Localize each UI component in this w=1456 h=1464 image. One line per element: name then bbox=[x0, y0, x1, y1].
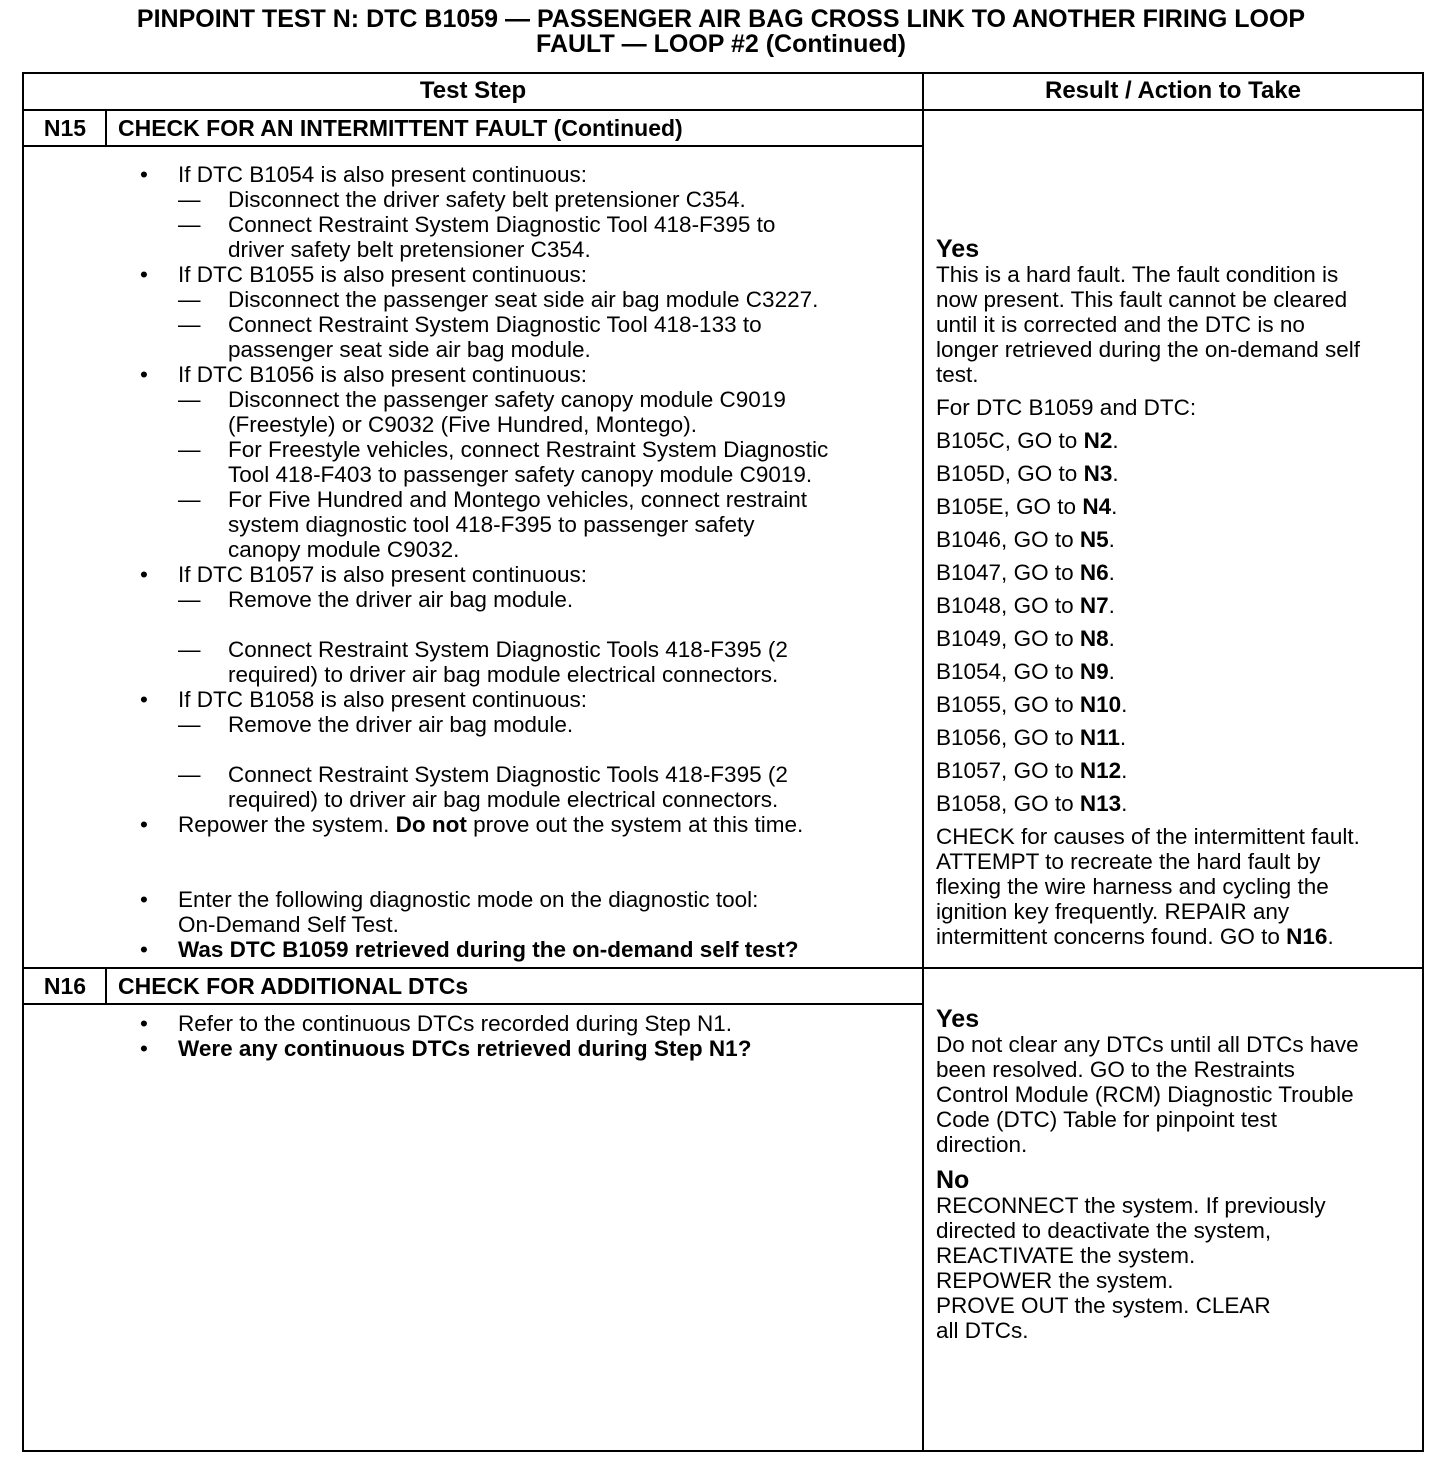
n15-result bbox=[936, 236, 1422, 949]
n16-title-underline bbox=[24, 1003, 922, 1005]
text-run: Connect Restraint System Diagnostic Tools 418-F395 (2 bbox=[228, 762, 788, 787]
dash-marker: — bbox=[178, 587, 201, 612]
goto-step: N2 bbox=[1083, 428, 1113, 453]
goto-period: . bbox=[1111, 494, 1118, 519]
instruction-text bbox=[178, 1036, 751, 1061]
goto-dtc: B1049, GO to bbox=[936, 626, 1080, 651]
result-line: Do not clear any DTCs until all DTCs have bbox=[936, 1032, 1359, 1057]
instruction-text bbox=[178, 687, 587, 712]
text-run: If DTC B1055 is also present continuous: bbox=[178, 262, 587, 287]
goto-dtc: B1055, GO to bbox=[936, 692, 1080, 717]
column-divider bbox=[922, 74, 924, 1450]
goto-step: N12 bbox=[1079, 758, 1122, 783]
goto-dtc: B1057, GO to bbox=[936, 758, 1080, 783]
goto-line bbox=[936, 659, 1422, 684]
text-run: Remove the driver air bag module. bbox=[228, 712, 574, 737]
n15-yes-label: Yes bbox=[936, 235, 980, 263]
dash-marker: — bbox=[178, 437, 201, 462]
instruction-text bbox=[178, 362, 587, 387]
pinpoint-table bbox=[22, 72, 1424, 1452]
bullet-marker: • bbox=[140, 687, 148, 712]
goto-line bbox=[936, 494, 1422, 519]
instruction-text bbox=[228, 412, 697, 437]
result-line: now present. This fault cannot be cleared bbox=[936, 287, 1348, 312]
result-line: longer retrieved during the on-demand self bbox=[936, 337, 1361, 362]
instruction-text bbox=[178, 262, 587, 287]
instruction-text bbox=[178, 812, 803, 837]
bullet-marker: • bbox=[140, 1036, 148, 1061]
result-line: directed to deactivate the system, bbox=[936, 1218, 1272, 1243]
goto-step: N8 bbox=[1079, 626, 1109, 651]
goto-period: . bbox=[1108, 593, 1115, 618]
n15-yes-text bbox=[936, 262, 1422, 387]
goto-step: N6 bbox=[1079, 560, 1109, 585]
bullet-marker: • bbox=[140, 262, 148, 287]
bullet-marker: • bbox=[140, 1011, 148, 1036]
instruction-text bbox=[228, 587, 573, 612]
step-title-n16: CHECK FOR ADDITIONAL DTCs bbox=[118, 973, 469, 999]
goto-line bbox=[936, 725, 1422, 750]
result-line: until it is corrected and the DTC is no bbox=[936, 312, 1305, 337]
result-line bbox=[936, 924, 1422, 949]
instruction-text bbox=[178, 162, 587, 187]
bullet-marker: • bbox=[140, 562, 148, 587]
text-run: For Five Hundred and Montego vehicles, connect restraint bbox=[228, 487, 808, 512]
goto-period: . bbox=[1119, 725, 1127, 750]
goto-period: . bbox=[1108, 560, 1115, 585]
result-line: ignition key frequently. REPAIR any bbox=[936, 899, 1290, 924]
result-line: Control Module (RCM) Diagnostic Trouble bbox=[936, 1082, 1354, 1107]
goto-dtc: B1056, GO to bbox=[936, 725, 1080, 750]
dash-marker: — bbox=[178, 487, 201, 512]
n16-yes-label: Yes bbox=[936, 1005, 980, 1033]
dash-marker: — bbox=[178, 387, 201, 412]
goto-dtc: B1054, GO to bbox=[936, 659, 1080, 684]
goto-step: N13 bbox=[1079, 791, 1122, 816]
goto-dtc: B105D, GO to bbox=[936, 461, 1084, 486]
text-run: Was DTC B1059 retrieved during the on-demand self test? bbox=[178, 937, 799, 962]
goto-period: . bbox=[1108, 659, 1115, 684]
goto-period: . bbox=[1108, 626, 1115, 651]
n15-goto-list bbox=[936, 428, 1422, 816]
result-line: direction. bbox=[936, 1132, 1028, 1157]
text-run: Enter the following diagnostic mode on the diagnostic tool: bbox=[178, 887, 759, 912]
goto-step: N5 bbox=[1079, 527, 1109, 552]
goto-step: N3 bbox=[1083, 461, 1113, 486]
goto-line bbox=[936, 461, 1422, 486]
goto-line bbox=[936, 560, 1422, 585]
bullet-marker: • bbox=[140, 362, 148, 387]
text-run: canopy module C9032. bbox=[228, 537, 460, 562]
instruction-text bbox=[178, 937, 799, 962]
text-run: Connect Restraint System Diagnostic Tool 418-F395 to bbox=[228, 212, 776, 237]
goto-period: . bbox=[1327, 924, 1334, 949]
goto-dtc: B1048, GO to bbox=[936, 593, 1080, 618]
instruction-text bbox=[228, 187, 746, 212]
goto-dtc: B1058, GO to bbox=[936, 791, 1080, 816]
n15-check-text bbox=[936, 824, 1422, 949]
text-run: Connect Restraint System Diagnostic Tools 418-F395 (2 bbox=[228, 637, 788, 662]
text-run: (Freestyle) or C9032 (Five Hundred, Montego). bbox=[228, 412, 697, 437]
text-run: Connect Restraint System Diagnostic Tool 418-133 to bbox=[228, 312, 762, 337]
goto-dtc: B105C, GO to bbox=[936, 428, 1084, 453]
instruction-text bbox=[228, 237, 591, 262]
n16-yes-text bbox=[936, 1032, 1422, 1157]
n16-result bbox=[936, 1006, 1422, 1343]
dash-marker: — bbox=[178, 212, 201, 237]
dash-marker: — bbox=[178, 187, 201, 212]
instruction-text bbox=[228, 212, 775, 237]
text-run: Disconnect the passenger safety canopy module C9019 bbox=[228, 387, 786, 412]
dash-marker: — bbox=[178, 712, 201, 737]
text-run: intermittent concerns found. GO to bbox=[936, 924, 1287, 949]
bullet-marker: • bbox=[140, 937, 148, 962]
text-run: Disconnect the driver safety belt pretensioner C354. bbox=[228, 187, 746, 212]
goto-period: . bbox=[1112, 461, 1119, 486]
step-id-n16: N16 bbox=[43, 973, 87, 999]
instruction-text bbox=[228, 487, 807, 512]
instruction-text bbox=[178, 912, 399, 937]
goto-line bbox=[936, 791, 1422, 816]
title-line-1: PINPOINT TEST N: DTC B1059 — PASSENGER AIR BAG CROSS LINK TO ANOTHER FIRING LOOP bbox=[136, 5, 1306, 33]
dash-marker: — bbox=[178, 312, 201, 337]
instruction-text bbox=[228, 637, 788, 662]
header-result: Result / Action to Take bbox=[1044, 77, 1302, 104]
text-run: Were any continuous DTCs retrieved during Step N1? bbox=[178, 1036, 752, 1061]
n16-no-text bbox=[936, 1193, 1422, 1343]
text-run: Repower the system. bbox=[178, 812, 396, 837]
goto-step: N16 bbox=[1286, 924, 1328, 949]
text-run: Refer to the continuous DTCs recorded during Step N1. bbox=[178, 1011, 733, 1036]
instruction-text bbox=[228, 787, 778, 812]
goto-period: . bbox=[1121, 692, 1128, 717]
header-test-step: Test Step bbox=[419, 77, 527, 104]
instruction-text bbox=[178, 887, 758, 912]
page-title bbox=[0, 7, 1442, 57]
text-run: If DTC B1054 is also present continuous: bbox=[178, 162, 587, 187]
result-line: test. bbox=[936, 362, 979, 387]
text-run: If DTC B1056 is also present continuous: bbox=[178, 362, 587, 387]
goto-line bbox=[936, 758, 1422, 783]
instruction-text bbox=[228, 762, 788, 787]
bullet-marker: • bbox=[140, 162, 148, 187]
result-line: CHECK for causes of the intermittent fault. bbox=[936, 824, 1360, 849]
result-line: been resolved. GO to the Restraints bbox=[936, 1057, 1295, 1082]
bullet-marker: • bbox=[140, 887, 148, 912]
goto-line bbox=[936, 527, 1422, 552]
text-run: Do not bbox=[395, 812, 467, 837]
result-line: PROVE OUT the system. CLEAR bbox=[936, 1293, 1271, 1318]
goto-step: N11 bbox=[1079, 725, 1120, 750]
result-line: REACTIVATE the system. bbox=[936, 1243, 1196, 1268]
n15-title-underline bbox=[24, 145, 922, 147]
n15-for-dtc: For DTC B1059 and DTC: bbox=[936, 395, 1197, 420]
goto-dtc: B105E, GO to bbox=[936, 494, 1083, 519]
text-run: Remove the driver air bag module. bbox=[228, 587, 574, 612]
text-run: On-Demand Self Test. bbox=[178, 912, 399, 937]
step-id-n15: N15 bbox=[43, 115, 87, 141]
instruction-text bbox=[228, 287, 818, 312]
goto-step: N7 bbox=[1079, 593, 1109, 618]
instruction-text bbox=[228, 662, 778, 687]
text-run: Disconnect the passenger seat side air bag module C3227. bbox=[228, 287, 819, 312]
goto-period: . bbox=[1112, 428, 1119, 453]
goto-period: . bbox=[1121, 758, 1128, 783]
n16-no-label: No bbox=[936, 1166, 970, 1194]
goto-line bbox=[936, 593, 1422, 618]
result-line: This is a hard fault. The fault condition is bbox=[936, 262, 1339, 287]
goto-step: N9 bbox=[1079, 659, 1109, 684]
goto-dtc: B1046, GO to bbox=[936, 527, 1080, 552]
instruction-text bbox=[228, 312, 762, 337]
instruction-text bbox=[228, 462, 812, 487]
result-line: REPOWER the system. bbox=[936, 1268, 1174, 1293]
title-line-2: FAULT — LOOP #2 (Continued) bbox=[536, 30, 906, 58]
goto-dtc: B1047, GO to bbox=[936, 560, 1080, 585]
text-run: If DTC B1058 is also present continuous: bbox=[178, 687, 587, 712]
header-divider bbox=[24, 109, 1422, 111]
text-run: For Freestyle vehicles, connect Restraint System Diagnostic bbox=[228, 437, 829, 462]
dash-marker: — bbox=[178, 762, 201, 787]
instruction-text bbox=[228, 512, 755, 537]
goto-period: . bbox=[1121, 791, 1128, 816]
dash-marker: — bbox=[178, 287, 201, 312]
result-line: ATTEMPT to recreate the hard fault by bbox=[936, 849, 1321, 874]
text-run: passenger seat side air bag module. bbox=[228, 337, 591, 362]
text-run: driver safety belt pretensioner C354. bbox=[228, 237, 591, 262]
instruction-text bbox=[178, 1011, 732, 1036]
goto-line bbox=[936, 626, 1422, 651]
instruction-text bbox=[178, 562, 587, 587]
goto-step: N4 bbox=[1082, 494, 1112, 519]
text-run: required) to driver air bag module electrical connectors. bbox=[228, 787, 779, 812]
result-line: flexing the wire harness and cycling the bbox=[936, 874, 1329, 899]
instruction-text bbox=[228, 387, 786, 412]
step-title-n15: CHECK FOR AN INTERMITTENT FAULT (Continued) bbox=[118, 115, 683, 141]
instruction-text bbox=[228, 337, 591, 362]
dash-marker: — bbox=[178, 637, 201, 662]
goto-period: . bbox=[1108, 527, 1115, 552]
result-line: Code (DTC) Table for pinpoint test bbox=[936, 1107, 1277, 1132]
result-line: all DTCs. bbox=[936, 1318, 1029, 1343]
instruction-text bbox=[228, 437, 828, 462]
n15-n16-divider bbox=[24, 967, 1422, 969]
text-run: required) to driver air bag module electrical connectors. bbox=[228, 662, 779, 687]
goto-step: N10 bbox=[1079, 692, 1122, 717]
text-run: Tool 418-F403 to passenger safety canopy module C9019. bbox=[228, 462, 813, 487]
instruction-text bbox=[228, 712, 573, 737]
bullet-marker: • bbox=[140, 812, 148, 837]
goto-line bbox=[936, 428, 1422, 453]
text-run: prove out the system at this time. bbox=[466, 812, 804, 837]
text-run: system diagnostic tool 418-F395 to passenger safety bbox=[228, 512, 755, 537]
goto-line bbox=[936, 692, 1422, 717]
instruction-text bbox=[228, 537, 459, 562]
text-run: If DTC B1057 is also present continuous: bbox=[178, 562, 587, 587]
result-line: RECONNECT the system. If previously bbox=[936, 1193, 1326, 1218]
